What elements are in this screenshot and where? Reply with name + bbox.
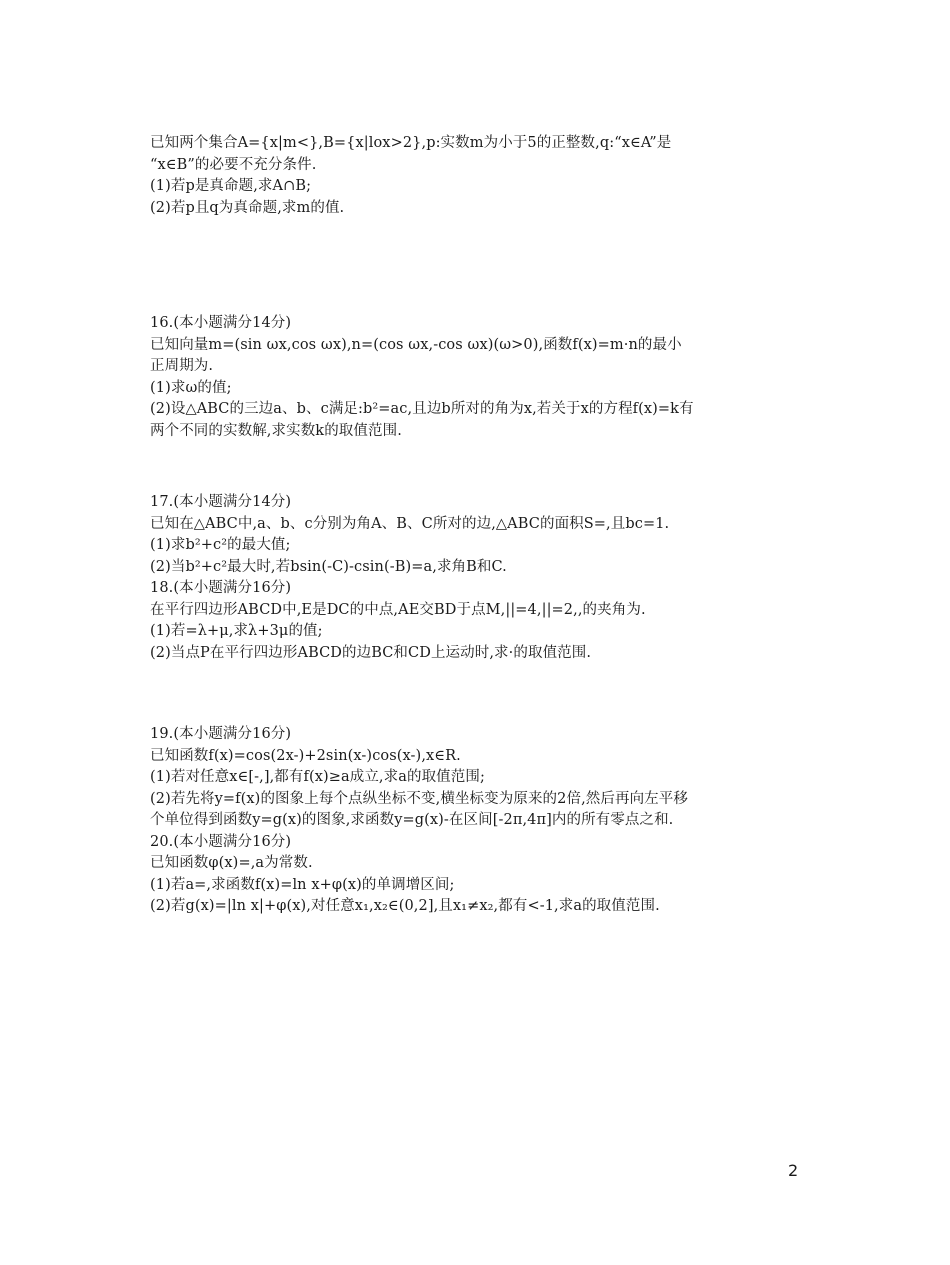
- problem-15-line-1: 已知两个集合A={x|m<},B={x|lox>2},p:实数m为小于5的正整数,q:“x∈A”是: [150, 135, 672, 151]
- problem-20-line-1: 已知函数φ(x)=,a为常数.: [150, 855, 313, 871]
- problem-17-part-2: (2)当b²+c²最大时,若bsin(-C)-csin(-B)=a,求角B和C.: [150, 558, 507, 575]
- problem-19-part-2: (2)若先将y=f(x)的图象上每个点纵坐标不变,横坐标变为原来的2倍,然后再向左平移: [150, 790, 688, 807]
- problem-19-line-1: 已知函数f(x)=cos(2x-)+2sin(x-)cos(x-),x∈R.: [150, 747, 461, 764]
- problem-15-part-1: (1)若p是真命题,求A∩B;: [150, 178, 312, 194]
- problem-18-part-1: (1)若=λ+μ,求λ+3μ的值;: [150, 623, 323, 639]
- problem-20-part-1: (1)若a=,求函数f(x)=ln x+φ(x)的单调增区间;: [150, 876, 455, 893]
- problem-19-part-1: (1)若对任意x∈[-,],都有f(x)≥a成立,求a的取值范围;: [150, 769, 485, 785]
- problem-19-part-2-cont: 个单位得到函数y=g(x)的图象,求函数y=g(x)-在区间[-2π,4π]内的所有零点之和.: [150, 812, 674, 828]
- page-number: 2: [788, 1161, 799, 1180]
- problem-19-heading: 19.(本小题满分16分): [150, 726, 292, 742]
- problem-15-line-2: “x∈B”的必要不充分条件.: [150, 156, 317, 173]
- problem-16-heading: 16.(本小题满分14分): [150, 315, 292, 331]
- problem-16-part-1: (1)求ω的值;: [150, 379, 232, 396]
- problem-16-line-2: 正周期为.: [150, 358, 214, 374]
- problem-15-block: [150, 133, 810, 219]
- problem-16-line-1: 已知向量m=(sin ωx,cos ωx),n=(cos ωx,-cos ωx)(ω>0),函数f(x)=m·n的最小: [150, 336, 682, 353]
- problem-20-part-2: (2)若g(x)=|ln x|+φ(x),对任意x₁,x₂∈(0,2],且x₁≠x₂,都有<-1,求a的取值范围.: [150, 898, 660, 914]
- problem-18-part-2: (2)当点P在平行四边形ABCD的边BC和CD上运动时,求·的取值范围.: [150, 644, 592, 661]
- problem-17-18-block: [150, 492, 810, 664]
- problem-19-20-block: [150, 724, 810, 918]
- problem-20-heading: 20.(本小题满分16分): [150, 833, 292, 850]
- problem-15-part-2: (2)若p且q为真命题,求m的值.: [150, 199, 345, 216]
- problem-17-line-1: 已知在△ABC中,a、b、c分别为角A、B、C所对的边,△ABC的面积S=,且bc=1.: [150, 515, 670, 532]
- problem-18-line-1: 在平行四边形ABCD中,E是DC的中点,AE交BD于点M,||=4,||=2,,的夹角为.: [150, 601, 646, 618]
- problem-17-heading: 17.(本小题满分14分): [150, 494, 292, 510]
- problem-16-part-2: (2)设△ABC的三边a、b、c满足:b²=ac,且边b所对的角为x,若关于x的方程f(x)=k有: [150, 401, 694, 417]
- problem-17-part-1: (1)求b²+c²的最大值;: [150, 537, 291, 553]
- problem-16-block: [150, 313, 810, 442]
- problem-16-part-2-cont: 两个不同的实数解,求实数k的取值范围.: [150, 422, 402, 439]
- problem-18-heading: 18.(本小题满分16分): [150, 580, 292, 596]
